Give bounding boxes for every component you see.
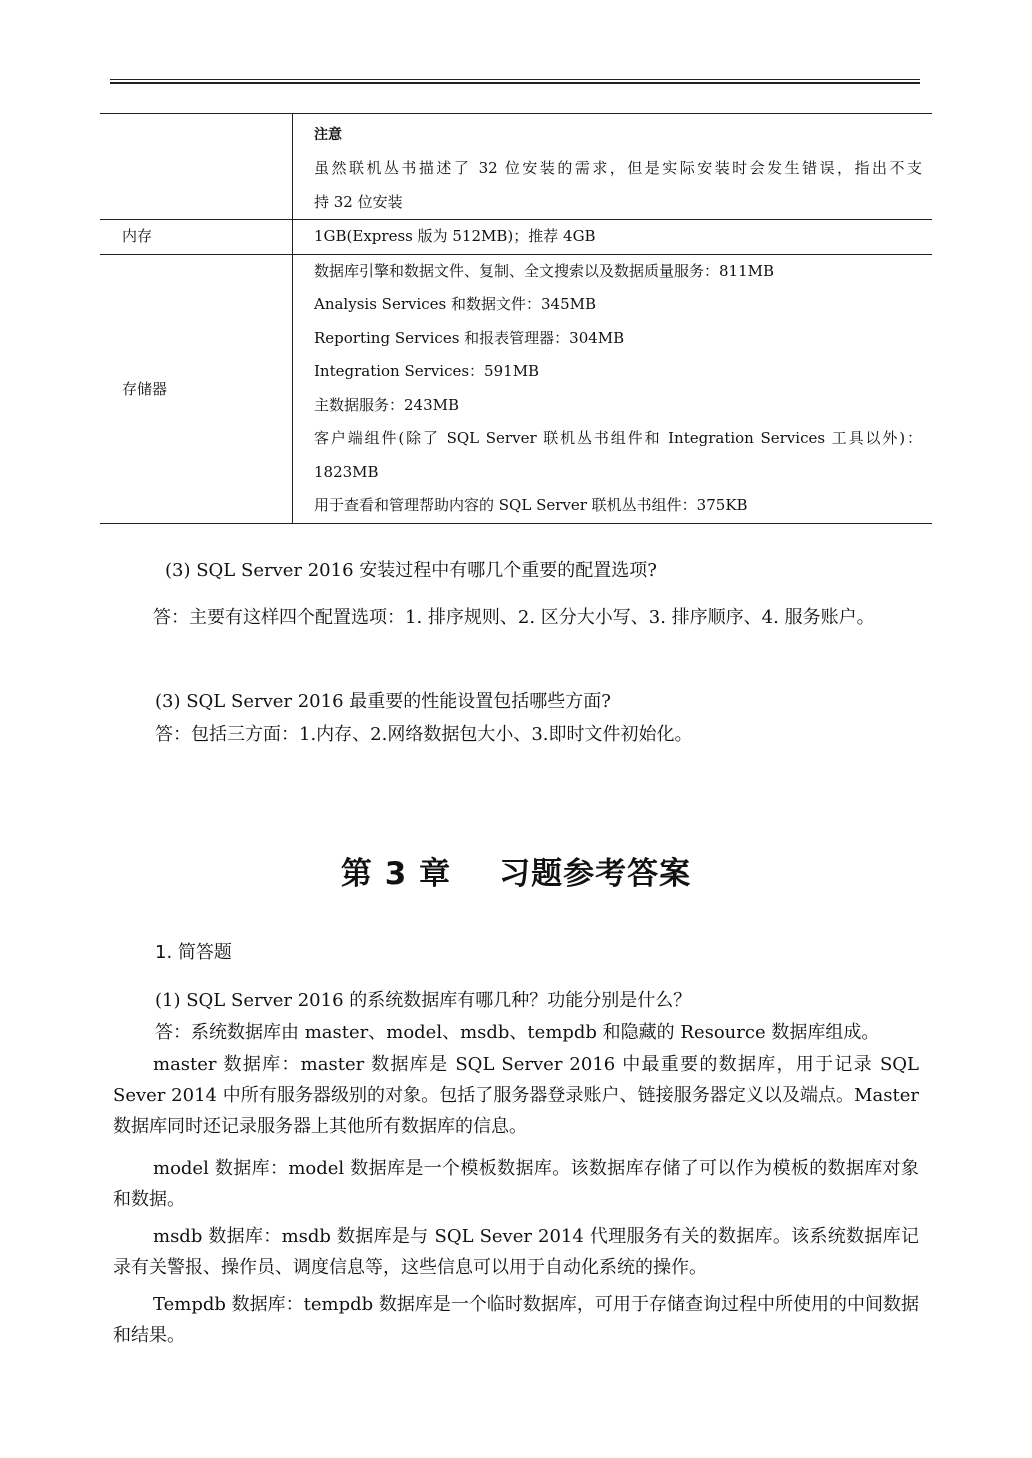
tempdb-paragraph: Tempdb 数据库：tempdb 数据库是一个临时数据库，可用于存储查询过程中所使用的中间数据和结果。 (113, 1294, 919, 1346)
storage-line-4: Integration Services：591MB (314, 362, 540, 380)
storage-content (293, 254, 933, 523)
q4-question: (3) SQL Server 2016 最重要的性能设置包括哪些方面? (155, 691, 611, 712)
header-rule-thin (110, 79, 920, 80)
msdb-paragraph: msdb 数据库：msdb 数据库是与 SQL Sever 2014 代理服务有关的数据库。该系统数据库记录有关警报、操作员、调度信息等，这些信息可以用于自动化系统的操作。 (113, 1226, 919, 1278)
requirements-table (100, 113, 932, 524)
master-paragraph: master 数据库：master 数据库是 SQL Server 2016 中最重要的数据库，用于记录 SQL Sever 2014 中所有服务器级别的对象。包括了服务器登录账户、链接服务器定义以及端点。Master 数据库同时还记录服务器上其他所有数据库的信息。 (113, 1054, 919, 1137)
q3-answer: 答：主要有这样四个配置选项：1. 排序规则、2. 区分大小写、3. 排序顺序、4. 服务账户。 (153, 607, 875, 628)
chapter-title (0, 848, 1032, 893)
note-row-label (100, 114, 293, 220)
q3-question: (3) SQL Server 2016 安装过程中有哪几个重要的配置选项? (165, 560, 657, 581)
chapter-heading: 习题参考答案 (499, 856, 692, 892)
storage-line-6: 客户端组件(除了 SQL Server 联机丛书组件和 Integration Services 工具以外)： (314, 429, 922, 447)
ch3-q1-answer-intro: 答：系统数据库由 master、model、msdb、tempdb 和隐藏的 Resource 数据库组成。 (155, 1022, 880, 1043)
note-line-2: 持 32 位安装 (314, 192, 403, 211)
storage-line-2: Analysis Services 和数据文件：345MB (314, 295, 597, 313)
storage-line-1: 数据库引擎和数据文件、复制、全文搜索以及数据质量服务：811MB (314, 261, 775, 280)
table-row-note (100, 114, 932, 220)
note-title: 注意 (314, 127, 342, 143)
storage-line-3: Reporting Services 和报表管理器：304MB (314, 328, 625, 347)
ch3-q1-question: (1) SQL Server 2016 的系统数据库有哪几种？功能分别是什么？ (155, 990, 692, 1011)
memory-value: 1GB(Express 版为 512MB)；推荐 4GB (293, 220, 933, 255)
storage-label: 存储器 (100, 254, 293, 523)
section-heading: 1. 简答题 (155, 942, 232, 963)
storage-line-5: 主数据服务：243MB (314, 395, 460, 414)
model-paragraph: model 数据库：model 数据库是一个模板数据库。该数据库存储了可以作为模板的数据库对象和数据。 (113, 1158, 919, 1210)
table-row-storage (100, 254, 932, 523)
chapter-number: 第 3 章 (340, 856, 452, 892)
memory-label: 内存 (100, 220, 293, 255)
table-row-memory (100, 220, 932, 255)
storage-line-8: 用于查看和管理帮助内容的 SQL Server 联机丛书组件：375KB (314, 496, 748, 514)
header-rule-thick (110, 82, 920, 84)
storage-line-7: 1823MB (314, 462, 379, 481)
note-row-content (293, 114, 933, 220)
q4-answer: 答：包括三方面：1.内存、2.网络数据包大小、3.即时文件初始化。 (155, 724, 693, 745)
note-line-1: 虽然联机丛书描述了 32 位安装的需求，但是实际安装时会发生错误，指出不支 (314, 159, 922, 177)
